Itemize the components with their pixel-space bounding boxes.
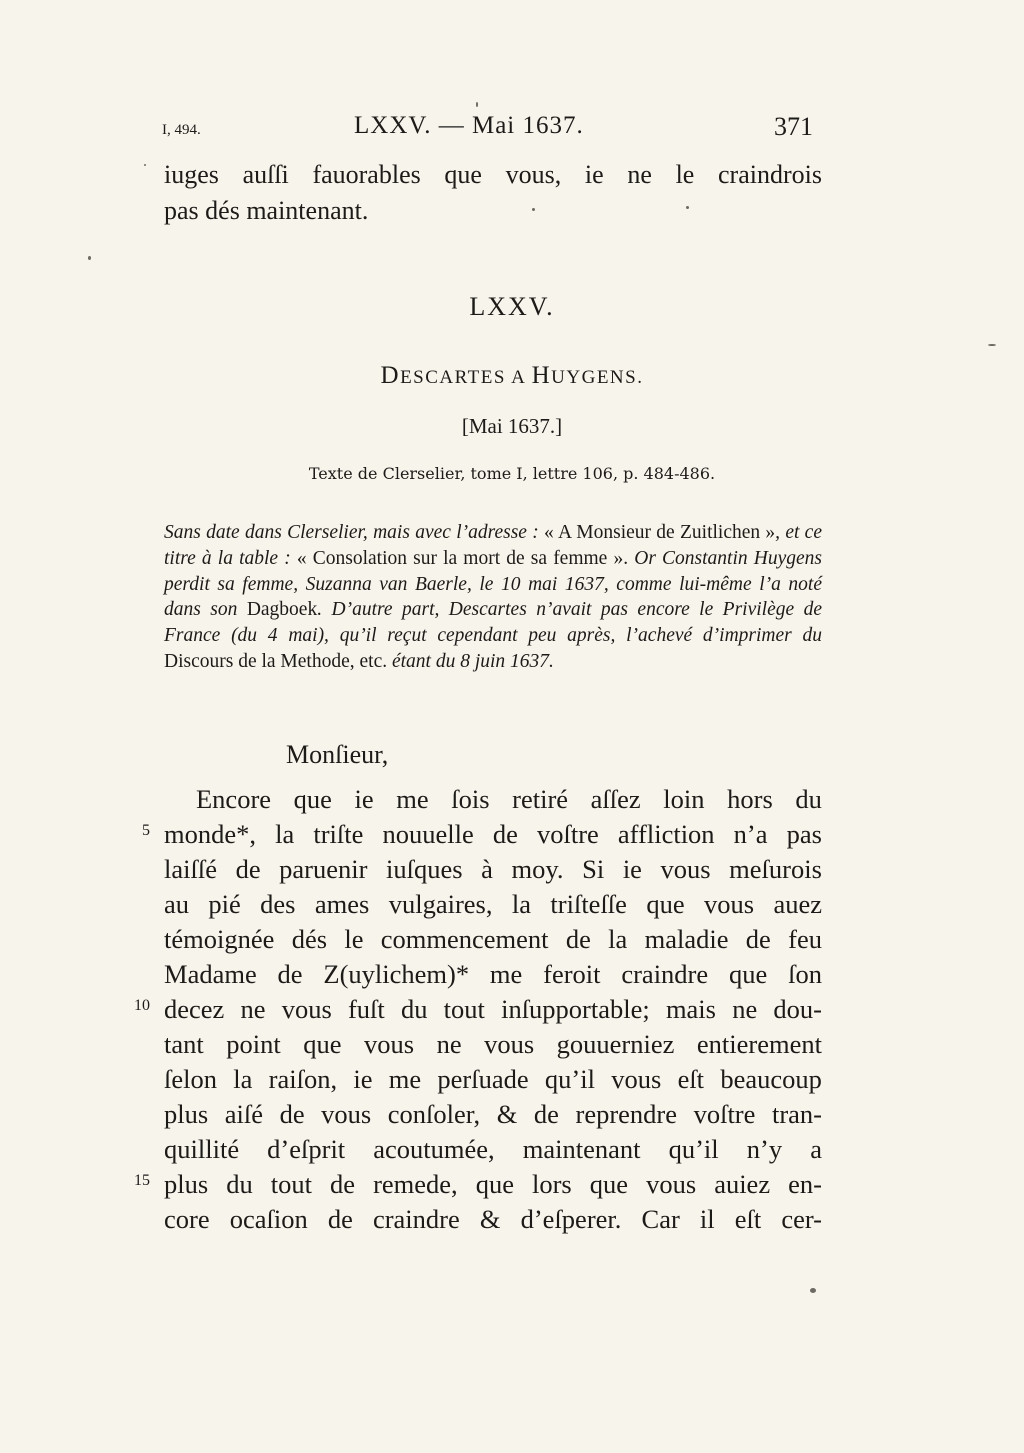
word: mais xyxy=(665,994,716,1024)
word: au xyxy=(164,889,190,919)
word: commencement xyxy=(380,924,549,954)
word: d’eſperer. xyxy=(520,1204,622,1234)
word: ne xyxy=(732,994,758,1024)
letter-number: LXXV. xyxy=(469,292,555,321)
word: plus xyxy=(164,1099,209,1129)
word: de xyxy=(533,1099,559,1129)
word: à xyxy=(481,854,493,884)
word: paruenir xyxy=(279,854,368,884)
word: n’a xyxy=(733,819,768,849)
word: qu’il xyxy=(544,1064,595,1094)
word: auiez xyxy=(714,1169,771,1199)
word: de xyxy=(327,1204,353,1234)
note-part: , et ce titre à la table : xyxy=(164,522,822,569)
letter-body xyxy=(164,782,822,1237)
word: ames xyxy=(314,889,370,919)
letter-date: [Mai 1637.] xyxy=(461,414,563,438)
word: que xyxy=(589,1169,629,1199)
salutation: Monſieur, xyxy=(286,740,389,769)
word: core xyxy=(164,1204,210,1234)
word: fauorables xyxy=(312,160,421,189)
word: cer- xyxy=(781,1204,822,1234)
word: vous xyxy=(484,1029,535,1059)
word: de xyxy=(565,924,591,954)
scan-speck xyxy=(144,164,146,166)
word: vous xyxy=(321,1099,372,1129)
word: affliction xyxy=(617,819,715,849)
word: en- xyxy=(788,1169,822,1199)
word: iuges xyxy=(164,160,219,189)
word: ne xyxy=(627,160,652,189)
word: ſois xyxy=(451,784,490,814)
word: ie xyxy=(353,1064,373,1094)
body-line xyxy=(164,1097,822,1132)
word: moy. xyxy=(511,854,564,884)
word: ſon xyxy=(788,959,822,989)
word: retiré xyxy=(512,784,569,814)
word: laiſſé xyxy=(164,854,217,884)
word: Car xyxy=(641,1204,680,1234)
word: & xyxy=(496,1099,518,1129)
note-part: Sans date dans Clerselier, mais avec l’adresse : xyxy=(164,522,545,543)
word: voſtre xyxy=(693,1099,756,1129)
word: que xyxy=(728,959,768,989)
body-line xyxy=(164,1167,822,1202)
word: vous xyxy=(281,994,332,1024)
word: qu’il xyxy=(668,1134,719,1164)
word: que xyxy=(475,1169,514,1199)
word: tant xyxy=(164,1029,204,1059)
word: que xyxy=(646,889,685,919)
word: Encore xyxy=(196,784,272,814)
word: que xyxy=(303,1029,342,1059)
scan-speck xyxy=(686,206,689,209)
word: du xyxy=(226,1169,253,1199)
word: vulgaires, xyxy=(388,889,493,919)
word: eſt xyxy=(734,1204,762,1234)
word: remede, xyxy=(373,1169,458,1199)
word: conſoler, xyxy=(387,1099,481,1129)
word: raiſon, xyxy=(268,1064,338,1094)
scan-speck xyxy=(988,344,996,346)
word: ſelon xyxy=(164,1064,217,1094)
word: des xyxy=(260,889,296,919)
word: hors xyxy=(727,784,773,814)
editorial-note xyxy=(164,520,822,675)
note-part: « Consolation sur la mort de sa femme ». xyxy=(296,547,635,569)
word: inſupportable; xyxy=(501,994,650,1024)
word: ocaſion xyxy=(229,1204,308,1234)
word: vous xyxy=(703,889,755,919)
word: de xyxy=(277,959,303,989)
letter-title: DESCARTES A HUYGENS. xyxy=(380,362,644,389)
word: de xyxy=(330,1169,356,1199)
page-number: 371 xyxy=(774,112,813,141)
note-part: Dagboek xyxy=(246,599,318,621)
note-part: . D’autre part, Descartes n’avait pas encore le Privilège de France (du 4 mai), qu’il reçut cependant peu après, l’achevé d’imprimer du xyxy=(164,599,822,647)
word: craindre xyxy=(372,1204,460,1234)
body-line xyxy=(164,957,822,992)
word: n’y xyxy=(746,1134,783,1164)
word: tout xyxy=(443,994,485,1024)
word: quillité xyxy=(164,1134,240,1164)
scan-speck xyxy=(532,208,535,211)
word: & xyxy=(479,1204,501,1234)
word: me xyxy=(396,784,429,814)
scan-speck xyxy=(476,102,478,107)
word: point xyxy=(226,1029,281,1059)
word: reprendre xyxy=(575,1099,678,1129)
word: nouuelle xyxy=(382,819,474,849)
word: ne xyxy=(240,994,266,1024)
header-title: LXXV. — Mai 1637. xyxy=(354,112,584,139)
line-number-15: 15 xyxy=(134,1172,150,1189)
word: de xyxy=(492,819,518,849)
word: que xyxy=(444,160,482,189)
previous-letter-line-2: pas dés maintenant. xyxy=(164,196,369,225)
note-part: étant du 8 juin 1637. xyxy=(391,650,554,672)
word: feu xyxy=(788,924,822,954)
word: vous xyxy=(364,1029,415,1059)
letter-source: Texte de Clerselier, tome I, lettre 106, p. 484-486. xyxy=(308,464,716,483)
word: aiſé xyxy=(224,1099,263,1129)
word: que xyxy=(293,784,332,814)
body-line xyxy=(164,887,822,922)
word: Madame xyxy=(164,959,257,989)
word: voſtre xyxy=(536,819,599,849)
word: fuſt xyxy=(347,994,385,1024)
body-line xyxy=(164,817,822,852)
word: ie xyxy=(584,160,604,189)
word: vous xyxy=(611,1064,662,1094)
word: monde*, xyxy=(164,819,256,849)
word: auez xyxy=(773,889,822,919)
word: entierement xyxy=(696,1029,822,1059)
word: lors xyxy=(532,1169,572,1199)
word: me xyxy=(489,959,523,989)
word: gouuerniez xyxy=(556,1029,675,1059)
word: triſte xyxy=(313,819,364,849)
word: du xyxy=(400,994,428,1024)
word: Z(uylichem)* xyxy=(323,959,470,989)
word: aſſez xyxy=(590,784,641,814)
word: eſt xyxy=(677,1064,705,1094)
body-line xyxy=(164,1132,822,1167)
word: pié xyxy=(208,889,241,919)
word: il xyxy=(699,1204,715,1234)
word: perſuade xyxy=(437,1064,529,1094)
word: me xyxy=(388,1064,422,1094)
word: la xyxy=(511,889,532,919)
word: ie xyxy=(622,854,642,884)
word: maintenant xyxy=(522,1134,641,1164)
word: decez xyxy=(164,994,225,1024)
body-line xyxy=(164,852,822,887)
body-line xyxy=(164,782,822,817)
word: dou- xyxy=(773,994,822,1024)
word: le xyxy=(675,160,695,189)
word: acoutumée, xyxy=(373,1134,495,1164)
word: loin xyxy=(663,784,705,814)
previous-letter-line-1 xyxy=(164,160,822,190)
word: ie xyxy=(354,784,374,814)
header-volume-ref: I, 494. xyxy=(162,122,201,138)
word: la xyxy=(608,924,628,954)
word: feroit xyxy=(543,959,601,989)
body-line xyxy=(164,992,822,1027)
word: meſurois xyxy=(729,854,822,884)
word: plus xyxy=(164,1169,209,1199)
body-line xyxy=(164,1202,822,1237)
word: témoignée xyxy=(164,924,275,954)
word: triſteſſe xyxy=(550,889,627,919)
word: vous, xyxy=(505,160,562,189)
scan-speck xyxy=(810,1288,816,1293)
body-line xyxy=(164,1027,822,1062)
word: craindre xyxy=(621,959,709,989)
word: de xyxy=(745,924,771,954)
word: la xyxy=(233,1064,253,1094)
word: le xyxy=(344,924,364,954)
word: vous xyxy=(646,1169,697,1199)
body-line xyxy=(164,922,822,957)
note-part: Discours de la Methode, etc. xyxy=(164,650,392,672)
word: Si xyxy=(582,854,605,884)
word: tout xyxy=(270,1169,312,1199)
body-line xyxy=(164,1062,822,1097)
scan-speck xyxy=(88,256,91,260)
word: dés xyxy=(291,924,328,954)
word: d’eſprit xyxy=(267,1134,346,1164)
word: tran- xyxy=(771,1099,822,1129)
word: maladie xyxy=(644,924,729,954)
word: iuſques xyxy=(386,854,463,884)
word: pas xyxy=(786,819,822,849)
word: la xyxy=(275,819,295,849)
line-number-10: 10 xyxy=(134,997,150,1014)
line-number-5: 5 xyxy=(142,822,150,839)
note-part: Or Constantin Huygens perdit sa femme, Suzanna van Baerle, le 10 mai 1637, comme lui-même l’a noté dans son xyxy=(164,547,823,621)
note-part: « A Monsieur de Zuitlichen » xyxy=(544,522,776,543)
word: de xyxy=(235,854,261,884)
word: du xyxy=(795,784,822,814)
word: auſſi xyxy=(242,160,289,189)
word: ne xyxy=(436,1029,462,1059)
word: a xyxy=(810,1134,822,1164)
word: beaucoup xyxy=(720,1064,822,1094)
word: de xyxy=(279,1099,305,1129)
word: craindrois xyxy=(718,160,822,189)
word: vous xyxy=(660,854,711,884)
